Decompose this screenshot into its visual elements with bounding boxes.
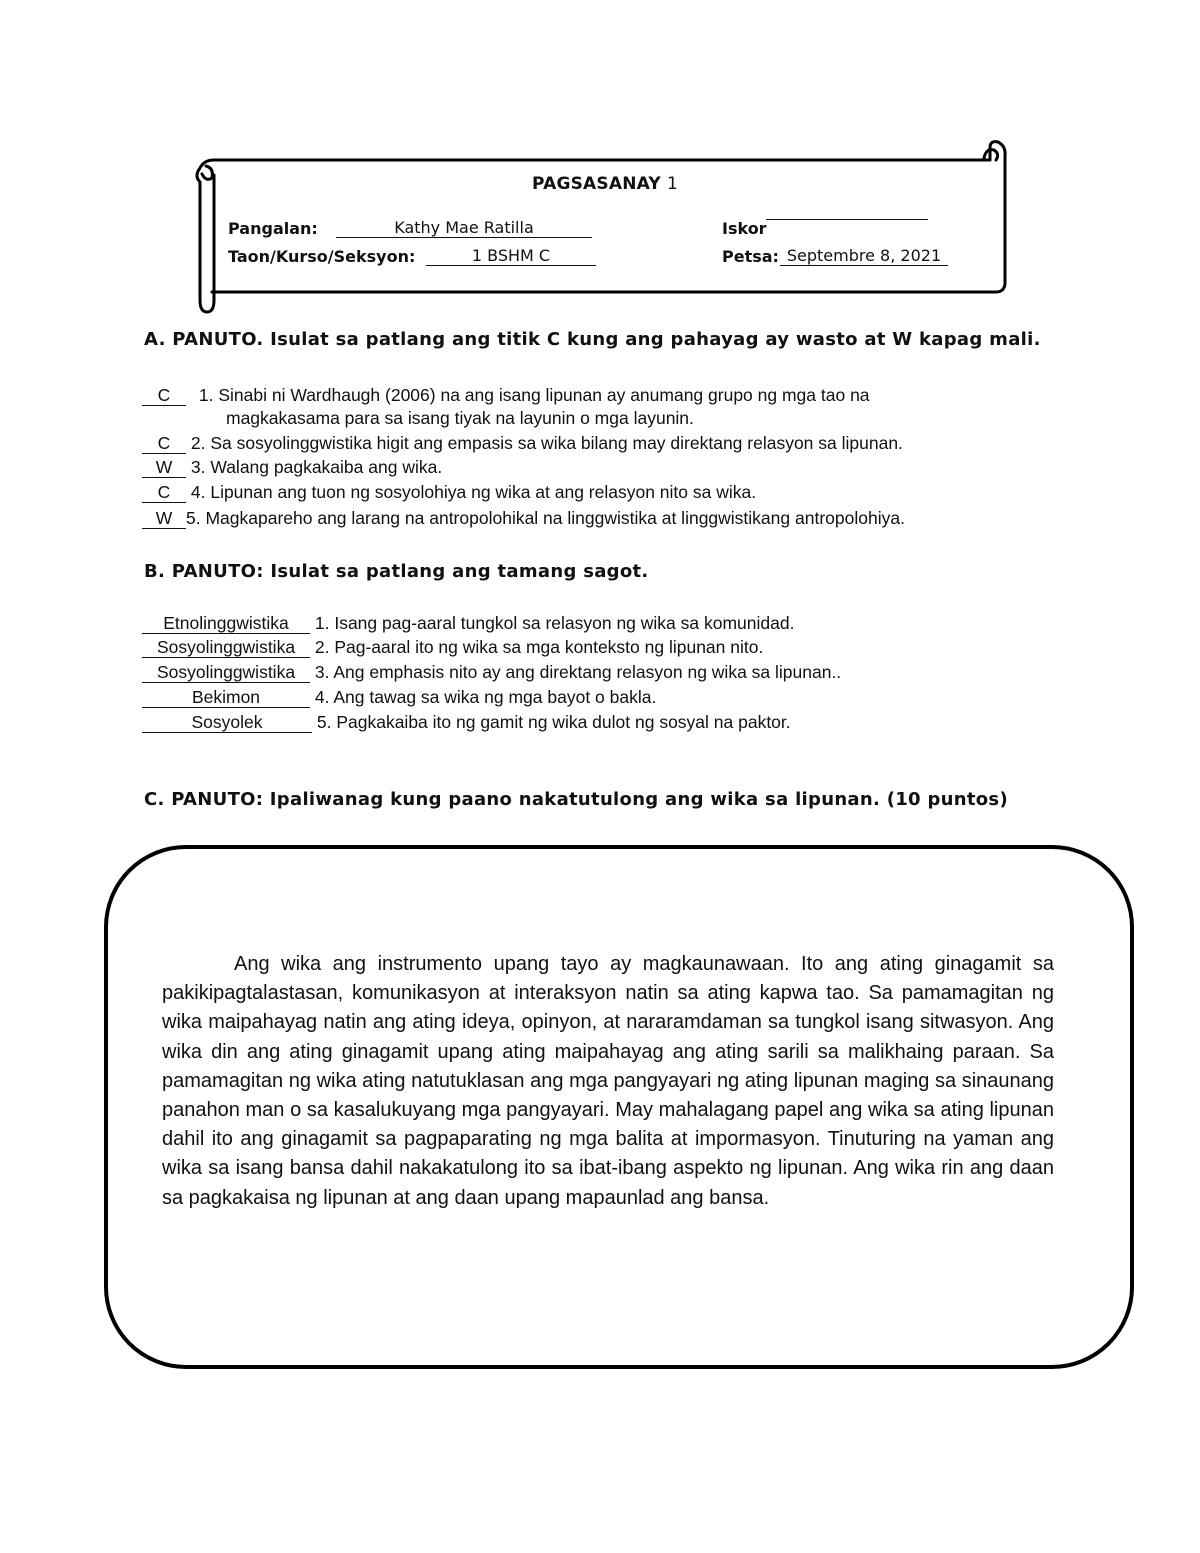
answer-blank[interactable]: W: [142, 458, 186, 478]
part-a-item: [142, 432, 903, 454]
score-label: Iskor: [722, 219, 767, 238]
answer-blank[interactable]: W: [142, 509, 186, 529]
answer-blank[interactable]: C: [142, 386, 186, 406]
part-c-heading: C. PANUTO: Ipaliwanag kung paano nakatutulong ang wika sa lipunan. (10 puntos): [144, 789, 1008, 810]
item-text: 5. Magkapareho ang larang na antropolohikal na linggwistika at linggwistikang antropolohiya.: [186, 508, 905, 528]
answer-blank[interactable]: Sosyolinggwistika: [142, 638, 310, 658]
section-field[interactable]: 1 BSHM C: [426, 247, 596, 266]
item-text: 1. Isang pag-aaral tungkol sa relasyon ng wika sa komunidad.: [314, 613, 795, 633]
section-label: Taon/Kurso/Seksyon:: [228, 247, 416, 266]
answer-blank[interactable]: Sosyolek: [142, 713, 312, 733]
answer-blank[interactable]: Sosyolinggwistika: [142, 663, 310, 683]
part-a-item: [142, 481, 756, 503]
item-text: 5. Pagkakaiba ito ng gamit ng wika dulot ng sosyal na paktor.: [316, 712, 791, 732]
item-text: 2. Pag-aaral ito ng wika sa mga konteksto ng lipunan nito.: [314, 637, 764, 657]
part-b-item: [142, 686, 656, 708]
item-text: 4. Ang tawag sa wika ng mga bayot o bakla.: [314, 687, 657, 707]
answer-blank[interactable]: C: [142, 483, 186, 503]
date-label: Petsa:: [722, 247, 779, 266]
item-text: 2. Sa sosyolinggwistika higit ang empasis sa wika bilang may direktang relasyon sa lipunan.: [190, 433, 903, 453]
part-a-heading: A. PANUTO. Isulat sa patlang ang titik C kung ang pahayag ay wasto at W kapag mali.: [144, 329, 1041, 350]
score-field[interactable]: [766, 219, 928, 220]
name-label: Pangalan:: [228, 219, 318, 238]
part-b-item: [142, 612, 794, 634]
item-text: 3. Walang pagkakaiba ang wika.: [190, 457, 443, 477]
answer-blank[interactable]: Etnolinggwistika: [142, 614, 310, 634]
part-a-item-continuation: magkakasama para sa isang tiyak na layunin o mga layunin.: [226, 408, 694, 428]
part-b-item: [142, 661, 841, 683]
part-a-item: [142, 384, 870, 406]
answer-blank[interactable]: C: [142, 434, 186, 454]
part-b-item: [142, 636, 763, 658]
date-field[interactable]: Septembre 8, 2021: [780, 247, 948, 266]
answer-blank[interactable]: Bekimon: [142, 688, 310, 708]
part-b-heading: B. PANUTO: Isulat sa patlang ang tamang sagot.: [144, 561, 649, 582]
part-b-item: [142, 711, 791, 733]
title-text: PAGSASANAY: [532, 174, 661, 194]
part-a-item: [142, 507, 905, 529]
name-field[interactable]: Kathy Mae Ratilla: [336, 219, 592, 238]
item-text: 1. Sinabi ni Wardhaugh (2006) na ang isang lipunan ay anumang grupo ng mga tao na: [198, 385, 870, 405]
item-text: 3. Ang emphasis nito ay ang direktang relasyon ng wika sa lipunan..: [314, 662, 842, 682]
essay-answer[interactable]: Ang wika ang instrumento upang tayo ay magkaunawaan. Ito ang ating ginagamit sa pakikipagtalastasan, komunikasyon at interaksyon natin sa ating kapwa tao. Sa pamamagitan ng wika maipahayag natin ang ating ideya, opinyon, at nararamdaman sa tungkol isang sitwasyon. Ang wika din ang ating ginagamit upang ating maipahayag ang ating sarili sa malikhaing paraan. Sa pamamagitan ng wika ating natutuklasan ang mga pangyayari ng ating lipunan maging sa sinaunang panahon man o sa kasalukuyang mga pangyayari. May mahalagang papel ang wika sa ating lipunan dahil ito ang ginagamit sa pagpaparating ng mga balita at impormasyon. Tinuturing na yaman ang wika sa isang bansa dahil nakakatulong ito sa ibat-ibang aspekto ng lipunan. Ang wika rin ang daan sa pagkakaisa ng lipunan at ang daan upang mapaunlad ang bansa.: [162, 953, 1054, 1209]
worksheet-title: [532, 174, 678, 194]
title-number: 1: [667, 174, 679, 194]
item-text: 4. Lipunan ang tuon ng sosyolohiya ng wika at ang relasyon nito sa wika.: [190, 482, 757, 502]
part-a-item: [142, 456, 442, 478]
